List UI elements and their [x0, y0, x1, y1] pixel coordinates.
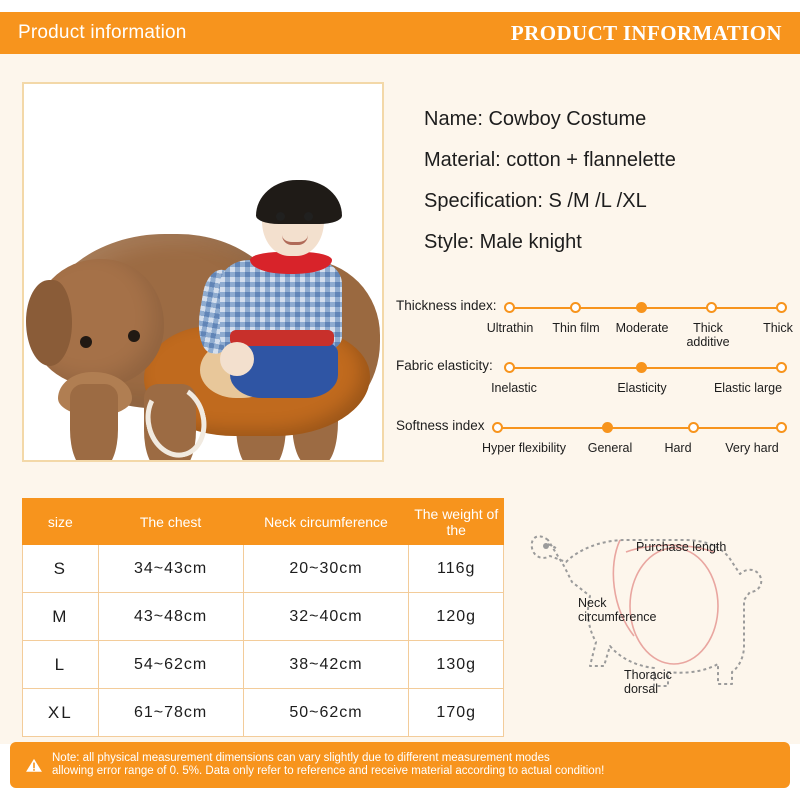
cell-size: L — [23, 641, 99, 689]
fabric-elasticity-track — [509, 367, 786, 369]
table-header-row — [23, 499, 504, 545]
cell-size: S — [23, 545, 99, 593]
table-row — [23, 641, 504, 689]
thickness-index-ticks — [396, 321, 793, 355]
softness-index-label: Softness index — [396, 418, 485, 433]
cell-chest: 61~78cm — [98, 689, 243, 737]
table-row — [23, 545, 504, 593]
header-title-left: Product information — [18, 22, 187, 43]
product-photo-illustration — [24, 84, 382, 460]
footer-text-block — [52, 752, 604, 778]
softness-tick-4: Very hard — [725, 441, 779, 455]
thickness-index-block — [396, 298, 793, 355]
measurement-diagram — [508, 496, 792, 736]
header-chest: The chest — [98, 499, 243, 545]
fabric-elasticity-block — [396, 358, 788, 415]
product-photo — [22, 82, 384, 462]
thickness-node-4[interactable] — [706, 302, 717, 313]
rider-eye-shape — [304, 212, 313, 221]
softness-index-ticks — [396, 441, 788, 475]
cell-neck: 50~62cm — [243, 689, 409, 737]
header-weight: The weight of the — [409, 499, 504, 545]
rider-hair-shape — [256, 180, 342, 224]
fabric-elasticity-row — [396, 358, 788, 380]
footer-note — [10, 742, 790, 788]
footer-note-line2: allowing error range of 0. 5%. Data only refer to reference and receive material according to actual condition! — [52, 765, 605, 777]
cell-chest: 54~62cm — [98, 641, 243, 689]
softness-node-4[interactable] — [776, 422, 787, 433]
header-title-right: PRODUCT INFORMATION — [510, 20, 782, 45]
header-neck: Neck circumference — [243, 499, 409, 545]
cell-weight: 120g — [409, 593, 504, 641]
thickness-tick-2: Thin film — [552, 321, 600, 335]
elasticity-tick-2: Elasticity — [617, 381, 667, 395]
cell-neck: 20~30cm — [243, 545, 409, 593]
thickness-tick-3: Moderate — [615, 321, 669, 335]
dog-ear-shape — [26, 280, 72, 366]
elasticity-tick-1: Inelastic — [491, 381, 537, 395]
thickness-tick-1: Ultrathin — [486, 321, 534, 335]
fabric-elasticity-label: Fabric elasticity: — [396, 358, 493, 373]
thickness-index-track — [509, 307, 786, 309]
spec-line-name: Name: Cowboy Costume — [424, 108, 647, 130]
label-purchase-length: Purchase length — [636, 540, 727, 554]
cell-weight: 170g — [409, 689, 504, 737]
thickness-node-3-selected[interactable] — [636, 302, 647, 313]
cell-neck: 32~40cm — [243, 593, 409, 641]
dog-leg-shape — [70, 384, 118, 462]
thickness-tick-4: Thick additive — [686, 321, 730, 349]
thickness-index-row — [396, 298, 788, 320]
size-table — [22, 498, 504, 737]
label-thoracic-dorsal: Thoracic dorsal — [624, 668, 672, 696]
dog-eye-shape — [128, 330, 140, 342]
thickness-node-2[interactable] — [570, 302, 581, 313]
softness-index-track — [496, 427, 786, 429]
thickness-node-5[interactable] — [776, 302, 787, 313]
softness-node-2-selected[interactable] — [602, 422, 613, 433]
softness-node-1[interactable] — [492, 422, 503, 433]
header-size: size — [23, 499, 99, 545]
cell-chest: 43~48cm — [98, 593, 243, 641]
fabric-elasticity-ticks — [396, 381, 788, 415]
elasticity-tick-3: Elastic large — [713, 381, 783, 395]
table-row — [23, 593, 504, 641]
rider-hand-shape — [220, 342, 254, 376]
rider-eye-shape — [276, 212, 285, 221]
softness-tick-1: Hyper flexibility — [481, 441, 567, 455]
spec-line-material: Material: cotton + flannelette — [424, 149, 676, 171]
elasticity-node-1[interactable] — [504, 362, 515, 373]
cell-chest: 34~43cm — [98, 545, 243, 593]
softness-index-block — [396, 418, 788, 475]
elasticity-node-2-selected[interactable] — [636, 362, 647, 373]
elasticity-node-3[interactable] — [776, 362, 787, 373]
softness-tick-2: General — [587, 441, 633, 455]
footer-note-line1: Note: all physical measurement dimensions can vary slightly due to different measurement modes — [52, 752, 550, 764]
dog-eye-shape — [80, 336, 92, 348]
thickness-tick-5: Thick — [763, 321, 793, 335]
spec-line-style: Style: Male knight — [424, 231, 582, 253]
warning-icon — [24, 756, 44, 774]
cell-size: XL — [23, 689, 99, 737]
softness-index-row — [396, 418, 788, 440]
table-row — [23, 689, 504, 737]
cell-size: M — [23, 593, 99, 641]
cell-weight: 130g — [409, 641, 504, 689]
softness-node-3[interactable] — [688, 422, 699, 433]
specification-list — [424, 108, 784, 272]
label-neck-circumference: Neck circumference — [578, 596, 657, 624]
softness-tick-3: Hard — [664, 441, 692, 455]
thickness-node-1[interactable] — [504, 302, 515, 313]
spec-line-specification: Specification: S /M /L /XL — [424, 190, 647, 212]
thickness-index-label: Thickness index: — [396, 298, 497, 313]
cell-weight: 116g — [409, 545, 504, 593]
cell-neck: 38~42cm — [243, 641, 409, 689]
page-header — [0, 12, 800, 54]
